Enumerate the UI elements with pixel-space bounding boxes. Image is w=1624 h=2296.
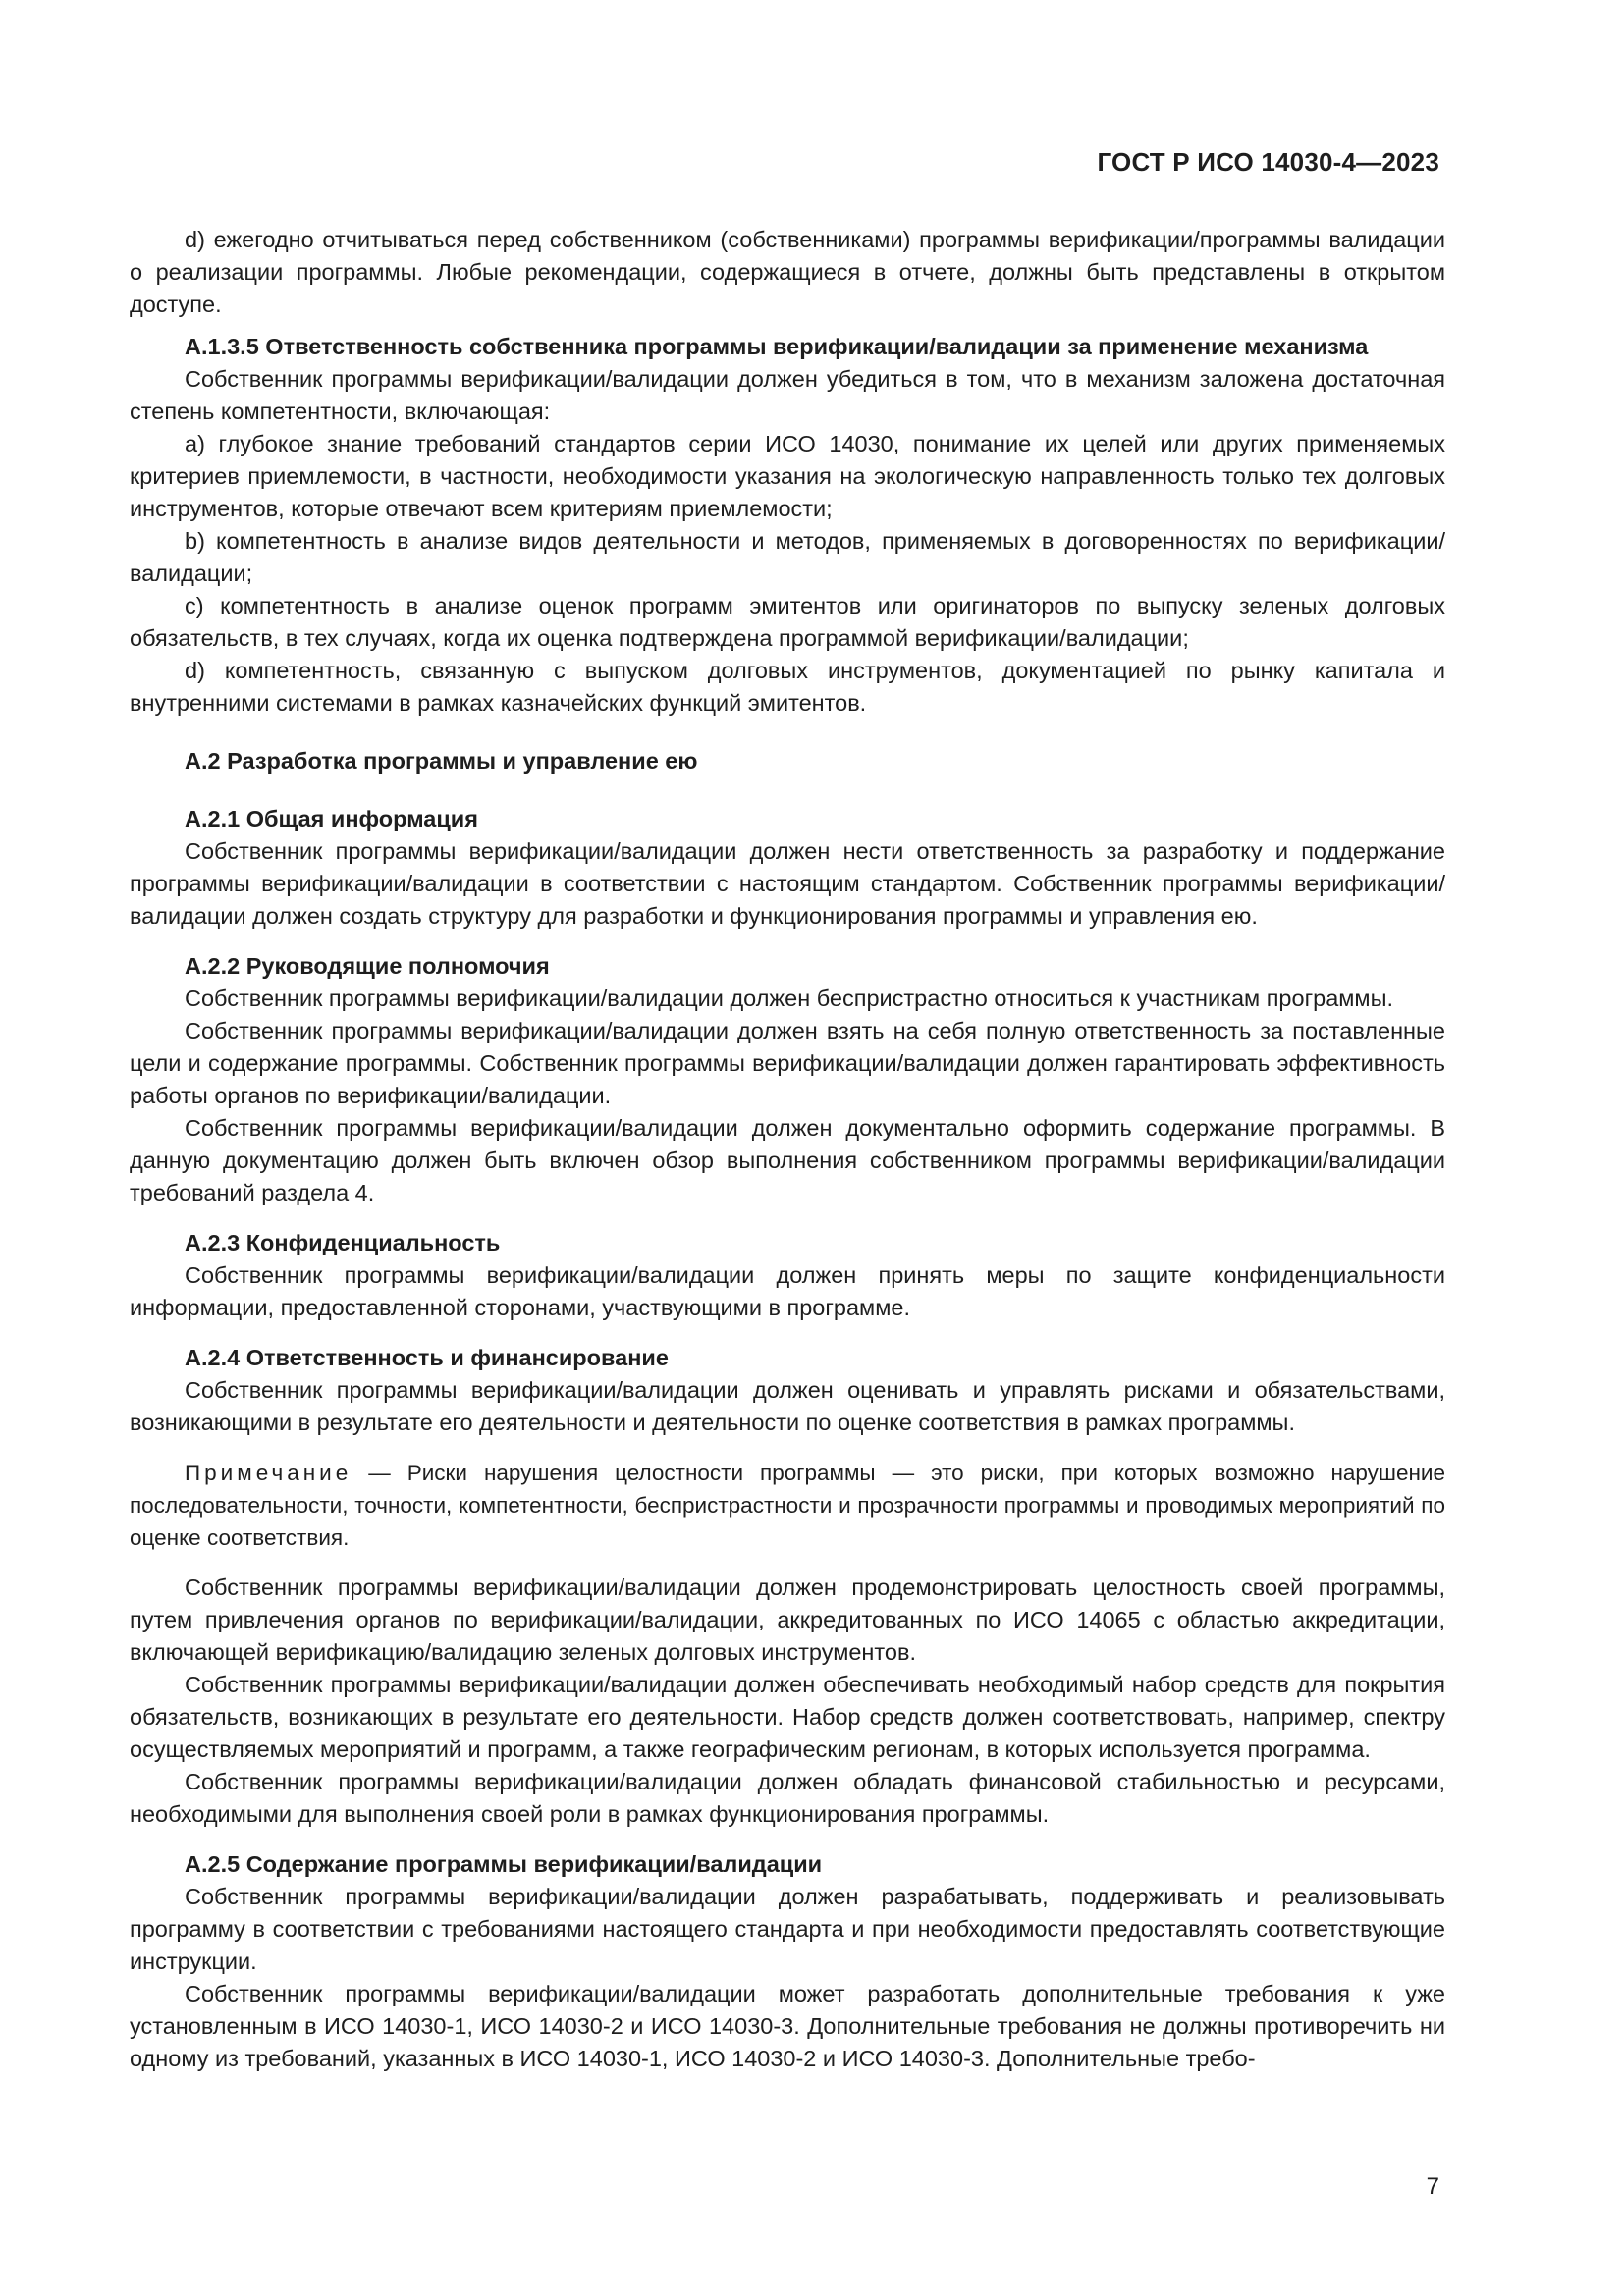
section-heading-a23: А.2.3 Конфиденциальность [185,1230,501,1255]
section-heading-a22: А.2.2 Руководящие полномочия [185,953,550,979]
section-heading-a25: А.2.5 Содержание программы верификации/валидации [185,1851,823,1877]
paragraph: Собственник программы верификации/валидации должен документально оформить содержание программы. В данную документацию должен быть включен обзор выполнения собственником программы верификации/валидации требований раздела 4. [130,1115,1445,1205]
paragraph: Собственник программы верификации/валидации должен продемонстрировать целостность своей программы, путем привлечения органов по верификации/валидации, аккредитованных по ИСО 14065 с областью аккредитации, включающей верификацию/валидацию зеленых долговых инструментов. [130,1575,1445,1665]
list-item: b) компетентность в анализе видов деятельности и методов, применяемых в договоренностях по верификации/валидации; [130,528,1445,586]
section-heading-a135: А.1.3.5 Ответственность собственника программы верификации/валидации за применение механизма [185,334,1369,359]
paragraph: Собственник программы верификации/валидации должен беспристрастно относиться к участникам программы. [185,986,1394,1011]
paragraph: Собственник программы верификации/валидации должен взять на себя полную ответственность за поставленные цели и содержание программы. Собственник программы верификации/валидации должен гарантировать эффективность работы органов по верификации/валидации. [130,1018,1445,1108]
paragraph: Собственник программы верификации/валидации должен обеспечивать необходимый набор средств для покрытия обязательств, возникающих в результате его деятельности. Набор средств должен соответствовать, например, спектру осуществляемых мероприятий и программ, а также географическим регионам, в которых используется программа. [130,1672,1445,1762]
paragraph: d) ежегодно отчитываться перед собственником (собственниками) программы верификации/программы валидации о реализации программы. Любые рекомендации, содержащиеся в отчете, должны быть представлены в открытом доступе. [130,227,1445,317]
note-label: Примечание [185,1461,352,1485]
section-heading-a21: А.2.1 Общая информация [185,806,478,831]
document-header-id: ГОСТ Р ИСО 14030-4—2023 [1097,147,1439,177]
note-text: — Риски нарушения целостности программы — это риски, при которых возможно нарушение последовательности, точности, компетентности, беспристрастности и прозрачности программы и проводимых мероприятий по оценке соответствия. [130,1461,1445,1550]
document-body [130,224,1445,2075]
paragraph: Собственник программы верификации/валидации может разработать дополнительные требования к уже установленным в ИСО 14030-1, ИСО 14030-2 и ИСО 14030-3. Дополнительные требования не должны противоречить ни одному из требований, указанных в ИСО 14030-1, ИСО 14030-2 и ИСО 14030-3. Дополнительные требо- [130,1981,1445,2071]
paragraph: Собственник программы верификации/валидации должен нести ответственность за разработку и поддержание программы верификации/валидации в соответствии с настоящим стандартом. Собственник программы верификации/валидации должен создать структуру для разработки и функционирования программы и управления ею. [130,838,1445,929]
list-item: с) компетентность в анализе оценок программ эмитентов или оригинаторов по выпуску зеленых долговых обязательств, в тех случаях, когда их оценка подтверждена программой верификации/валидации; [130,593,1445,651]
list-item: d) компетентность, связанную с выпуском долговых инструментов, документацией по рынку капитала и внутренними системами в рамках казначейских функций эмитентов. [130,658,1445,716]
paragraph: Собственник программы верификации/валидации должен убедиться в том, что в механизм заложена достаточная степень компетентности, включающая: [130,366,1445,424]
section-heading-a2: А.2 Разработка программы и управление ею [185,748,698,774]
section-heading-a24: А.2.4 Ответственность и финансирование [185,1345,669,1370]
paragraph: Собственник программы верификации/валидации должен обладать финансовой стабильностью и ресурсами, необходимыми для выполнения своей роли в рамках функционирования программы. [130,1769,1445,1827]
note-paragraph [130,1457,1445,1554]
page-number: 7 [1426,2173,1439,2200]
list-item: а) глубокое знание требований стандартов серии ИСО 14030, понимание их целей или других применяемых критериев приемлемости, в частности, необходимости указания на экологическую направленность только тех долговых инструментов, которые отвечают всем критериям приемлемости; [130,431,1445,521]
paragraph: Собственник программы верификации/валидации должен принять меры по защите конфиденциальности информации, предоставленной сторонами, участвующими в программе. [130,1262,1445,1320]
paragraph: Собственник программы верификации/валидации должен разрабатывать, поддерживать и реализовывать программу в соответствии с требованиями настоящего стандарта и при необходимости предоставлять соответствующие инструкции. [130,1884,1445,1974]
paragraph: Собственник программы верификации/валидации должен оценивать и управлять рисками и обязательствами, возникающими в результате его деятельности и деятельности по оценке соответствия в рамках программы. [130,1377,1445,1435]
